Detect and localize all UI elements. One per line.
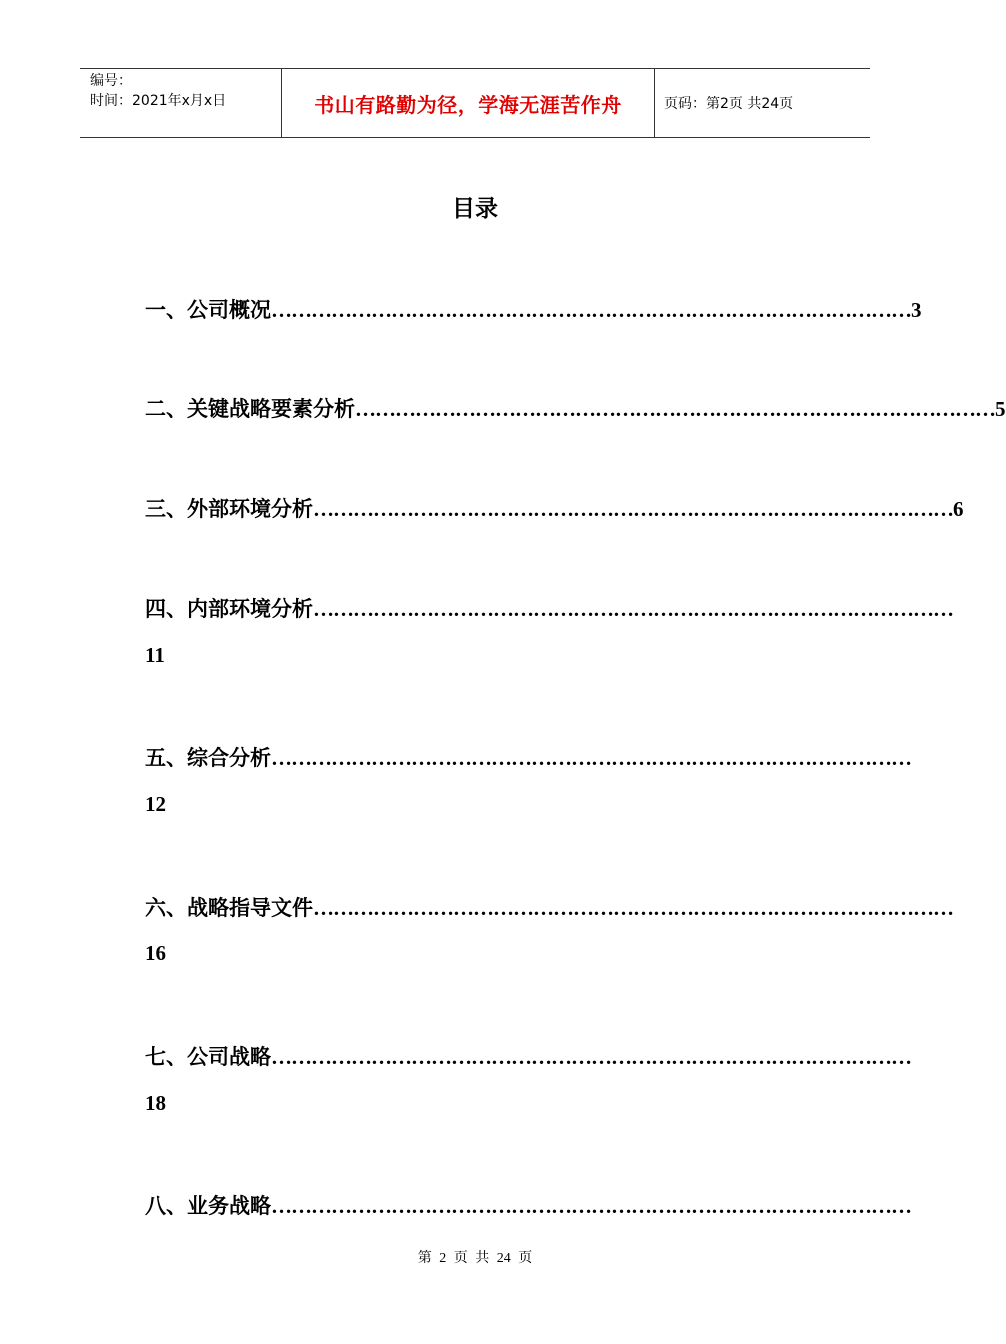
- toc-leader-dots: ……………………………………………………………………………………: [271, 298, 911, 322]
- toc-entry-label: 七、公司战略: [145, 1045, 271, 1069]
- toc-entry[interactable]: [145, 493, 964, 523]
- toc-entry-page: 11: [145, 643, 165, 667]
- toc-leader-dots: ……………………………………………………………………………………: [313, 896, 953, 920]
- toc-entry-label: 五、综合分析: [145, 746, 271, 770]
- toc-leader-dots: ……………………………………………………………………………………: [313, 597, 953, 621]
- toc-entry[interactable]: [145, 742, 911, 772]
- toc-leader-dots: ……………………………………………………………………………………: [271, 1194, 911, 1218]
- toc-entry-label: 八、业务战略: [145, 1194, 271, 1218]
- toc-entry-page: 3: [911, 298, 922, 322]
- toc-entry-page: 12: [145, 792, 166, 816]
- toc-entry-label: 六、战略指导文件: [145, 896, 313, 920]
- header-meta: [80, 69, 282, 137]
- toc-entry-label: 二、关键战略要素分析: [145, 397, 355, 421]
- toc-entry-label: 一、公司概况: [145, 298, 271, 322]
- header-page-info: 页码：第2页 共24页: [664, 96, 794, 112]
- toc-leader-dots: ……………………………………………………………………………………: [271, 746, 911, 770]
- toc-entry-page: 6: [953, 497, 964, 521]
- page-footer: 第 2 页 共 24 页: [417, 1251, 533, 1266]
- toc-entry-label: 三、外部环境分析: [145, 497, 313, 521]
- header-time: 时间：2021年x月x日: [90, 93, 227, 109]
- toc-leader-dots: ……………………………………………………………………………………: [271, 1045, 911, 1069]
- toc-leader-dots: ……………………………………………………………………………………: [355, 397, 995, 421]
- toc-entry-page: 18: [145, 1091, 166, 1115]
- toc-entry-label: 四、内部环境分析: [145, 597, 313, 621]
- toc-leader-dots: ……………………………………………………………………………………: [313, 497, 953, 521]
- toc-entry[interactable]: [145, 1190, 911, 1220]
- toc-entry[interactable]: [145, 1041, 911, 1071]
- page-header: [80, 68, 870, 138]
- toc-entry-page: 5: [995, 397, 1006, 421]
- toc-entry[interactable]: [145, 892, 953, 922]
- toc-entry-page: 16: [145, 941, 166, 965]
- toc-entry[interactable]: [145, 393, 1006, 423]
- header-number: 编号：: [90, 73, 132, 89]
- toc-entry[interactable]: [145, 294, 922, 324]
- toc-entry[interactable]: [145, 593, 953, 623]
- header-motto: 书山有路勤为径，学海无涯苦作舟: [282, 69, 655, 137]
- toc-title: 目录: [452, 196, 498, 222]
